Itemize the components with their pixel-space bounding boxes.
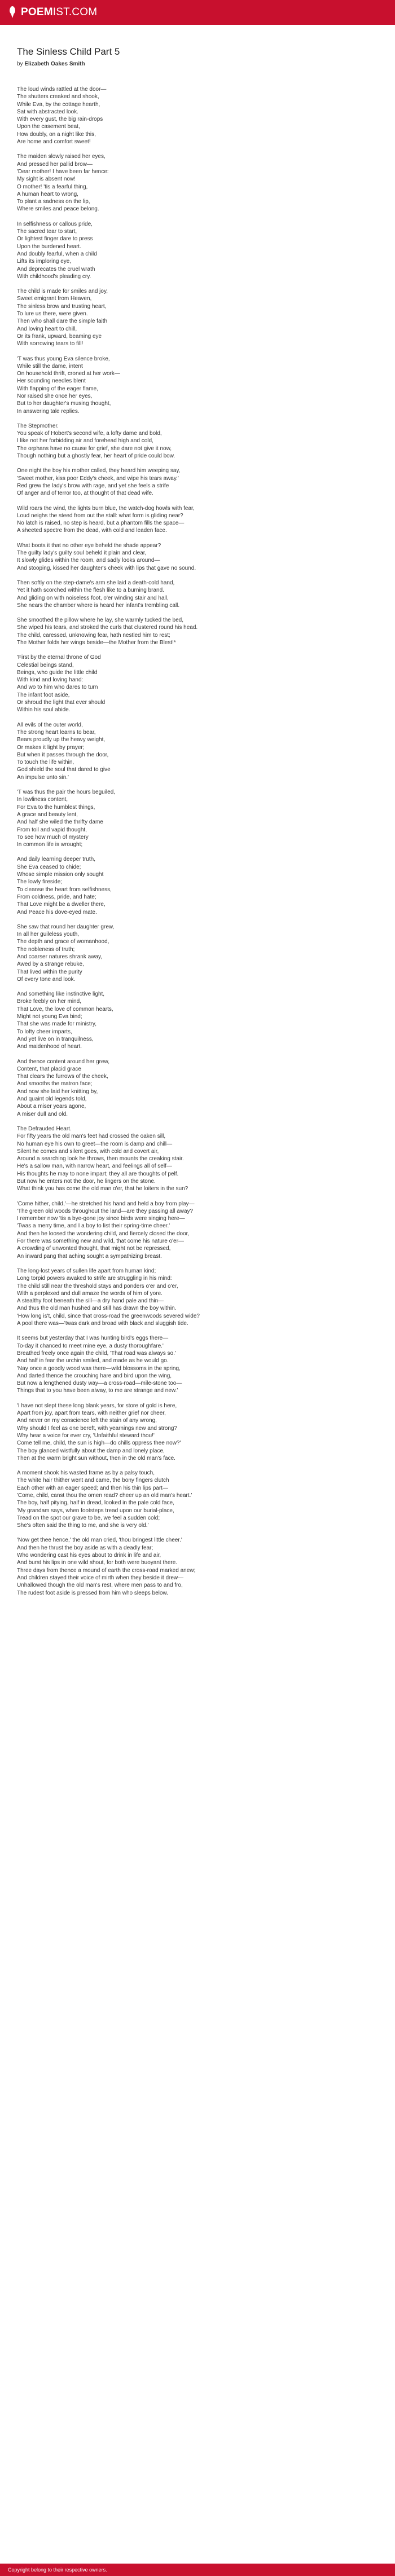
poem-line: The Mother folds her wings beside—the Mother from the Blest!*	[17, 640, 176, 646]
poem-line: Or its frank, upward, beaming eye	[17, 333, 102, 340]
stanza	[17, 654, 378, 714]
poem-line: And half in fear the urchin smiled, and made as he would go.	[17, 1358, 169, 1364]
poem-line: To lofty cheer imparts,	[17, 1028, 72, 1035]
poem-line: The guilty lady's guilty soul beheld it plain and clear,	[17, 550, 147, 557]
logo-bold-text: POEM	[21, 6, 53, 18]
poem-line: 'Now get thee hence,' the old man cried, 'thou bringest little cheer.'	[17, 1537, 182, 1544]
poem-line: No latch is raised, no step is heard, but a phantom fills the space—	[17, 520, 185, 527]
poem-line: Wild roars the wind, the lights burn blue, the watch-dog howls with fear,	[17, 505, 195, 512]
poem-line: In lowliness content,	[17, 796, 68, 803]
stanza	[17, 467, 378, 497]
poem-line: Breathed freely once again the child, 'That road was always so.'	[17, 1350, 176, 1357]
stanza	[17, 86, 378, 146]
poem-line: A sheeted spectre from the dead, with cold and leaden face.	[17, 527, 167, 534]
poem-line: Yet it hath scorched within the flesh like to a burning brand.	[17, 587, 164, 594]
poem-line: The white hair thither went and came, the bony fingers clutch	[17, 1477, 169, 1484]
poem-line: While Eva, by the cottage hearth,	[17, 101, 100, 108]
poem-line: In selfishness or callous pride,	[17, 221, 93, 227]
poem-line: But now he enters not the door, he lingers on the stone.	[17, 1178, 156, 1184]
poem-line: Tread on the spot our grave to be, we feel a sudden cold;	[17, 1514, 160, 1521]
poem-line: And thus the old man hushed and still has drawn the boy within.	[17, 1305, 177, 1312]
stanza	[17, 1200, 378, 1260]
stanza	[17, 153, 378, 213]
stanza	[17, 1125, 378, 1193]
poem-line: 'The green old woods throughout the land—are they passing all away?	[17, 1208, 194, 1214]
poem-line: And something like instinctive light,	[17, 991, 105, 998]
poem-line: And coarser natures shrank away,	[17, 953, 103, 960]
stanza	[17, 1058, 378, 1118]
poem-line: Celestial beings stand,	[17, 662, 74, 668]
poem-line: For Eva to the humblest things,	[17, 804, 95, 811]
stanza	[17, 579, 378, 609]
poem-line: In answering tale replies.	[17, 408, 80, 415]
poem-line: And wo to him who dares to turn	[17, 684, 98, 691]
poem-line: Come tell me, child, the sun is high—do chills oppress thee now?'	[17, 1440, 181, 1447]
stanza	[17, 789, 378, 848]
poem-line: The boy, half pitying, half in dread, looked in the pale cold face,	[17, 1500, 174, 1507]
poem-line: 'T was thus young Eva silence broke,	[17, 355, 110, 362]
poem-line: And gliding on with noiseless foot, o'er winding stair and hall,	[17, 595, 169, 601]
poem-line: Bears proudly up the heavy weight,	[17, 737, 106, 743]
poem-line: Each other with an eager speed; and then his thin lips part—	[17, 1485, 168, 1491]
poem-line: And stooping, kissed her daughter's cheek with lips that gave no sound.	[17, 565, 196, 571]
poem-line: A crowding of unwonted thought, that might not be repressed,	[17, 1245, 171, 1252]
poem-line: The child, caressed, unknowing fear, hath nestled him to rest;	[17, 632, 170, 639]
poem-line: With a perplexed and dull amaze the words of him of yore.	[17, 1290, 163, 1297]
poem-line: And burst his lips in one wild shout, for both were buoyant there.	[17, 1560, 178, 1566]
poem-line: That lived within the purity	[17, 968, 82, 975]
poem-line: And thence content around her grew,	[17, 1058, 110, 1065]
poem-line: To-day it chanced to meet mine eye, a dusty thoroughfare.'	[17, 1342, 164, 1349]
poem-line: Lifts its imploring eye,	[17, 258, 72, 265]
poem-line: But when it passes through the door,	[17, 751, 109, 758]
stanza	[17, 721, 378, 781]
poem-line: The lowly fireside;	[17, 879, 63, 886]
poem-line: I like not her forbidding air and forehead high and cold,	[17, 438, 153, 444]
poem-line: A grace and beauty lent,	[17, 811, 78, 818]
poem-line: The orphans have no cause for grief, she dare not give it now,	[17, 445, 172, 452]
poem-line: A moment shook his wasted frame as by a palsy touch,	[17, 1470, 155, 1477]
poem-line: To cleanse the heart from selfishness,	[17, 886, 112, 893]
poem-line: She saw that round her daughter grew,	[17, 923, 115, 930]
poem-line: She's often said the thing to me, and she is very old.'	[17, 1522, 149, 1529]
poem-line: And then he thrust the boy aside as with a deadly fear;	[17, 1544, 153, 1551]
stanza	[17, 1536, 378, 1596]
site-header	[0, 0, 395, 25]
poem-line: Whose simple mission only sought	[17, 871, 104, 878]
poem-line: 'I have not slept these long blank years, for store of gold is here,	[17, 1402, 177, 1409]
poem-line: Of anger and of terror too, at thought of that dead wife.	[17, 490, 153, 497]
poem-line: But to her daughter's musing thought,	[17, 400, 111, 407]
poem-line: An inward pang that aching sought a sympathizing breast.	[17, 1253, 162, 1260]
poem-line: A miser dull and old.	[17, 1111, 68, 1117]
poem-line: Are home and comfort sweet!	[17, 139, 91, 146]
poem-line: 'My grandam says, when footsteps tread upon our burial-place,	[17, 1507, 174, 1514]
poem-line: What think you has come the old man o'er, that he loiters in the sun?	[17, 1186, 188, 1192]
poem-line: A stealthy foot beneath the sill—a dry hand pale and thin—	[17, 1298, 164, 1305]
poem-line: And pressed her pallid brow—	[17, 161, 93, 168]
poem-line: Then who shall dare the simple faith	[17, 318, 108, 325]
copyright-text: Copyright belong to their respective owners.	[8, 2567, 107, 2573]
poem-line: And loving heart to chill,	[17, 325, 77, 332]
stanza	[17, 990, 378, 1050]
poem-line: With childhood's pleading cry.	[17, 273, 91, 280]
poem-line: To see how much of mystery	[17, 834, 89, 840]
poem-line: 'First by the eternal throne of God	[17, 654, 101, 661]
poem-line: Unhallowed though the old man's rest, where men pass to and fro,	[17, 1582, 183, 1589]
poem-line: Beings, who guide the little child	[17, 669, 98, 676]
poem-line: Or lightest finger dare to press	[17, 236, 93, 243]
poem-line: For fifty years the old man's feet had crossed the oaken sill,	[17, 1133, 166, 1140]
poem-line: She wiped his tears, and stroked the curls that clustered round his head.	[17, 624, 198, 631]
poem-line: Then at the warm bright sun without, then in the old man's face.	[17, 1455, 175, 1461]
poem-line: Why should I feel as one bereft, with yearnings new and strong?	[17, 1425, 178, 1432]
poem-line: From coldness, pride, and hate;	[17, 893, 96, 900]
poem-line: With flapping of the eager flame,	[17, 385, 98, 392]
poem-line: Upon the casement beat,	[17, 124, 80, 130]
poem-line: No human eye his own to greet—the room is damp and chill—	[17, 1141, 173, 1147]
stanza	[17, 542, 378, 572]
poem-line: And darted thence the crouching hare and bird upon the wing,	[17, 1372, 172, 1379]
poem-line: Who wondering cast his eyes about to drink in life and air,	[17, 1552, 161, 1559]
poem-line: In common life is wrought;	[17, 842, 83, 848]
poem-line: About a miser years agone,	[17, 1103, 86, 1110]
poem-line: Might not young Eva bind;	[17, 1014, 82, 1020]
poem-line: She smoothed the pillow where he lay, she warmly tucked the bed,	[17, 617, 183, 624]
stanza	[17, 923, 378, 983]
poem-line: To plant a sadness on the lip,	[17, 199, 90, 205]
poem-line: The maiden slowly raised her eyes,	[17, 153, 106, 160]
poem-line: 'Come, child, canst thou the omen read? cheer up an old man's heart.'	[17, 1492, 192, 1499]
site-footer	[0, 2564, 395, 2576]
poem-line: The infant foot aside,	[17, 692, 70, 698]
poem-line: To lure us there, were given.	[17, 311, 88, 318]
stanza	[17, 1402, 378, 1462]
poem-line: One night the boy his mother called, they heard him weeping say,	[17, 468, 181, 474]
poem-line: It slowly glides within the room, and sadly looks around—	[17, 557, 160, 564]
poem-byline	[17, 61, 378, 67]
poem-line: Her sounding needles blent	[17, 378, 86, 385]
poem-line: 'T was thus the pair the hours beguiled,	[17, 789, 116, 796]
poem-line: And now she laid her knitting by,	[17, 1088, 98, 1095]
poem-line: 'Nay once a goodly wood was there—wild blossoms in the spring,	[17, 1365, 181, 1372]
poem-line: All evils of the outer world,	[17, 721, 83, 728]
logo-light-text: IST.COM	[52, 6, 98, 18]
stanza	[17, 422, 378, 460]
site-logo[interactable]	[21, 6, 97, 19]
poem-line: A human heart to wrong,	[17, 191, 78, 197]
poem-line: That Love, the love of common hearts,	[17, 1006, 113, 1012]
poem-line: 'Twas a merry time, and I a boy to list their spring-time cheer.'	[17, 1223, 170, 1230]
poem-line: 'Come hither, child,'—he stretched his hand and held a boy from play—	[17, 1200, 195, 1207]
pen-nib-icon	[8, 6, 17, 19]
poem-line: And half she wiled the thrifty dame	[17, 819, 103, 826]
poem-body	[17, 86, 378, 1597]
poem-line: The boy glanced wistfully about the damp and lonely place,	[17, 1447, 165, 1454]
poem-line: 'Dear mother! I have been far hence:	[17, 168, 109, 175]
poem-line: The Defrauded Heart.	[17, 1125, 72, 1132]
poem-line: Why hear a voice for ever cry, 'Unfaithful steward thou!'	[17, 1432, 155, 1439]
stanza	[17, 505, 378, 535]
poem-line: In all her guileless youth,	[17, 931, 80, 938]
author-link[interactable]: Elizabeth Oakes Smith	[24, 61, 85, 67]
poem-line: Silent he comes and silent goes, with cold and covert air,	[17, 1148, 159, 1155]
poem-line: Sweet emigrant from Heaven,	[17, 296, 92, 302]
poem-line: Within his soul abide.	[17, 707, 71, 714]
poem-line: An impulse unto sin.'	[17, 774, 69, 781]
poem-title: The Sinless Child Part 5	[17, 46, 120, 57]
poem-line: Red grew the lady's brow with rage, and yet she feels a strife	[17, 482, 169, 489]
poem-line: Nor raised she once her eyes,	[17, 393, 93, 399]
poem-line: With every gust, the big rain-drops	[17, 116, 103, 123]
poem-line: The nobleness of truth;	[17, 946, 75, 953]
poem-container	[0, 25, 395, 1597]
poem-line: Where smiles and peace belong.	[17, 206, 99, 213]
poem-line: What boots it that no other eye beheld the shade appear?	[17, 542, 161, 549]
stanza	[17, 1469, 378, 1529]
poem-line: And never on my conscience left the stain of any wrong,	[17, 1417, 157, 1424]
poem-line: Loud neighs the steed from out the stall: what form is gliding near?	[17, 512, 183, 519]
poem-line: From toil and vapid thought,	[17, 826, 87, 833]
poem-line: He's a sallow man, with narrow heart, and feelings all of self—	[17, 1163, 172, 1170]
poem-line: Content, that placid grace	[17, 1065, 81, 1072]
poem-line: On household thrift, croned at her work—	[17, 371, 120, 377]
poem-line: Long torpid powers awaked to strife are struggling in his mind:	[17, 1275, 172, 1282]
poem-line: Though nothing but a ghostly fear, her heart of pride could bow.	[17, 453, 175, 460]
poem-line: Apart from joy, apart from tears, with neither grief nor cheer,	[17, 1410, 166, 1417]
poem-line: Around a searching look he throws, then mounts the creaking stair.	[17, 1156, 184, 1162]
poem-line: Sat with abstracted look.	[17, 108, 78, 115]
poem-line: And deprecates the cruel wrath	[17, 266, 95, 272]
poem-line: His thoughts he may to none impart; they all are thoughts of pelf.	[17, 1170, 179, 1177]
stanza	[17, 1335, 378, 1394]
stanza	[17, 617, 378, 646]
poem-line: That Love might be a dweller there,	[17, 901, 106, 908]
poem-line: While still the dame, intent	[17, 363, 83, 369]
poem-line: Upon the burdened heart.	[17, 243, 81, 250]
poem-line: For there was something new and wild, that come his nature o'er—	[17, 1238, 184, 1245]
poem-line: 'How long is't, child, since that cross-road the greenwoods severed wide?	[17, 1313, 200, 1319]
stanza	[17, 288, 378, 347]
poem-line: The child is made for smiles and joy,	[17, 288, 108, 295]
stanza	[17, 221, 378, 280]
poem-line: The rudest foot aside is pressed from him who sleeps below.	[17, 1589, 168, 1596]
poem-line: To touch the life within,	[17, 759, 74, 766]
poem-line: The shutters creaked and shook,	[17, 94, 99, 100]
poem-line: The sinless brow and trusting heart,	[17, 303, 107, 310]
poem-line: My sight is absent now!	[17, 176, 76, 183]
poem-line: Broke feebly on her mind,	[17, 998, 81, 1005]
poem-line: Awed by a strange rebuke,	[17, 961, 84, 968]
poem-line: That clears the furrows of the cheek,	[17, 1073, 108, 1080]
poem-line: The loud winds rattled at the door—	[17, 86, 107, 93]
poem-line: A pool there was—'twas dark and broad with black and sluggish tide.	[17, 1320, 188, 1327]
poem-line: And doubly fearful, when a child	[17, 250, 97, 257]
poem-line: The strong heart learns to bear,	[17, 729, 96, 736]
poem-line: She Eva ceased to chide;	[17, 864, 81, 870]
poem-line: And Peace his dove-eyed mate.	[17, 909, 97, 915]
poem-line: Or shroud the light that ever should	[17, 699, 106, 706]
poem-line: And maidenhood of heart.	[17, 1043, 82, 1050]
stanza	[17, 856, 378, 915]
poem-line: And yet live on in tranquilness,	[17, 1036, 94, 1042]
poem-line: The child still near the threshold stays and ponders o'er and o'er,	[17, 1283, 178, 1289]
poem-line: That she was made for ministry,	[17, 1021, 96, 1028]
poem-line: Of every tone and look.	[17, 976, 76, 983]
poem-line: She nears the chamber where is heard her infant's trembling call.	[17, 602, 180, 609]
poem-line: With sorrowing tears to fill!	[17, 341, 84, 347]
poem-line: The sacred tear to start,	[17, 228, 77, 235]
poem-line: God shield the soul that dared to give	[17, 767, 111, 773]
poem-line: Or makes it light by prayer;	[17, 744, 85, 751]
poem-line: And daily learning deeper truth,	[17, 856, 95, 863]
poem-line: Three days from thence a mound of earth the cross-road marked anew;	[17, 1567, 196, 1574]
poem-line: And smooths the matron face;	[17, 1081, 93, 1087]
poem-line: I remember now 'tis a bye-gone joy since birds were singing here—	[17, 1216, 185, 1222]
poem-line: But now a lengthened dusty way—a cross-road—mile-stone too—	[17, 1380, 182, 1387]
poem-line: And quaint old legends told,	[17, 1096, 87, 1103]
poem-line: O mother! 'tis a fearful thing,	[17, 183, 88, 190]
poem-line: It seems but yesterday that I was hunting bird's eggs there—	[17, 1335, 169, 1342]
poem-line: Things that to you have been alway, to me are strange and new.'	[17, 1388, 178, 1394]
poem-line: With kind and loving hand:	[17, 677, 84, 684]
poem-line: The Stepmother.	[17, 422, 59, 429]
poem-line: How doubly, on a night like this,	[17, 131, 96, 138]
byline-prefix: by	[17, 61, 23, 67]
poem-line: The long-lost years of sullen life apart from human kind;	[17, 1267, 156, 1274]
poem-line: And then he loosed the wondering child, and fiercely closed the door,	[17, 1230, 190, 1237]
poem-line: Then softly on the step-dame's arm she laid a death-cold hand,	[17, 579, 175, 586]
poem-line: The depth and grace of womanhood,	[17, 939, 109, 945]
poem-line: You speak of Hobert's second wife, a lofty dame and bold,	[17, 430, 162, 437]
poem-line: 'Sweet mother, kiss poor Eddy's cheek, and wipe his tears away.'	[17, 475, 179, 482]
poem-line: And children stayed their voice of mirth when they beside it drew—	[17, 1574, 184, 1581]
stanza	[17, 355, 378, 415]
stanza	[17, 1267, 378, 1327]
